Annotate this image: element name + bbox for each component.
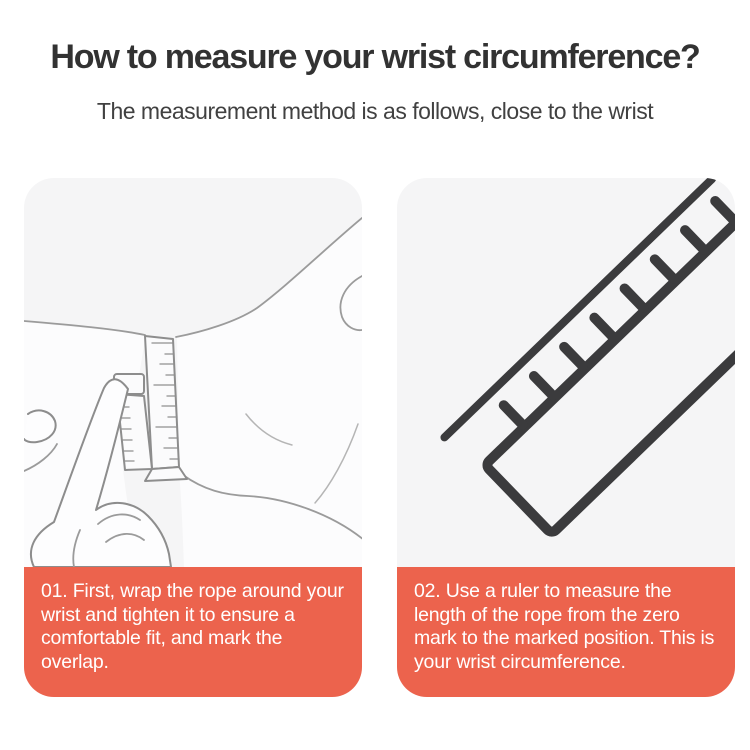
step-2-card — [397, 178, 735, 697]
step-1-illustration — [24, 178, 362, 567]
step-1-caption: 01. First, wrap the rope around your wrist and tighten it to ensure a comfortable fit, and mark the overlap. — [24, 567, 362, 697]
step-cards — [24, 178, 735, 697]
page-subtitle: The measurement method is as follows, close to the wrist — [96, 98, 654, 124]
step-2-caption: 02. Use a ruler to measure the length of the rope from the zero mark to the marked position. This is your wrist circumference. — [397, 567, 735, 697]
ruler-icon — [397, 178, 735, 567]
step-2-illustration — [397, 178, 735, 567]
wrist-with-measuring-tape-illustration — [24, 178, 362, 567]
header — [0, 0, 750, 125]
rope-line — [444, 179, 712, 437]
step-1-card — [24, 178, 362, 697]
ruler — [444, 178, 735, 541]
page-title: How to measure your wrist circumference? — [50, 38, 700, 76]
